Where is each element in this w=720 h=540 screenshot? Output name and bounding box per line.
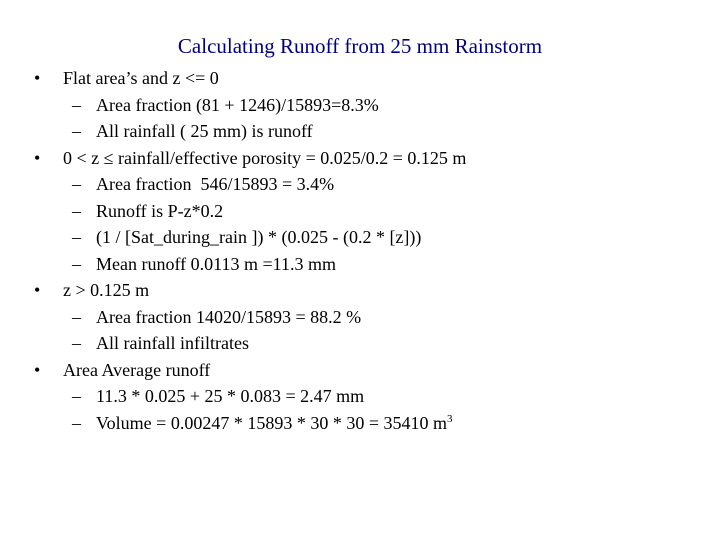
sub-bullet-text: Area fraction 14020/15893 = 88.2 % (96, 307, 362, 327)
sub-bullet-text: 11.3 * 0.025 + 25 * 0.083 = 2.47 mm (96, 386, 365, 406)
sub-bullet-text: Runoff is P-z*0.2 (96, 201, 224, 221)
bullet-marker: • (34, 68, 41, 88)
sub-bullet-text: (1 / [Sat_during_rain ]) * (0.025 - (0.2 * [z])) (96, 227, 422, 247)
slide-title: Calculating Runoff from 25 mm Rainstorm (177, 34, 543, 58)
sub-bullet-text: Area fraction (81 + 1246)/15893=8.3% (96, 95, 379, 115)
dash-marker: – (72, 95, 81, 115)
dash-marker: – (72, 201, 81, 221)
dash-marker: – (72, 307, 81, 327)
volume-text (96, 411, 452, 435)
bullet-marker: • (34, 360, 41, 380)
bullet-text: 0 < z ≤ rainfall/effective porosity = 0.025/0.2 = 0.125 m (63, 148, 467, 168)
dash-marker: – (72, 386, 81, 406)
bullet-text: z > 0.125 m (63, 280, 150, 300)
sub-bullet-text: Mean runoff 0.0113 m =11.3 mm (96, 254, 336, 274)
sub-bullet-text: All rainfall ( 25 mm) is runoff (96, 121, 313, 141)
dash-marker: – (72, 227, 81, 247)
dash-marker: – (72, 121, 81, 141)
bullet-marker: • (34, 148, 41, 168)
cubic-superscript: 3 (446, 413, 453, 425)
dash-marker: – (72, 333, 81, 353)
bullet-text: Flat area’s and z <= 0 (63, 68, 219, 88)
dash-marker: – (72, 174, 81, 194)
sub-bullet-text: Area fraction 546/15893 = 3.4% (96, 174, 335, 194)
sub-bullet-text: All rainfall infiltrates (96, 333, 249, 353)
bullet-marker: • (34, 280, 41, 300)
dash-marker: – (72, 413, 81, 433)
volume-value: Volume = 0.00247 * 15893 * 30 * 30 = 35410 m (96, 413, 447, 433)
bullet-text: Area Average runoff (63, 360, 211, 380)
dash-marker: – (72, 254, 81, 274)
